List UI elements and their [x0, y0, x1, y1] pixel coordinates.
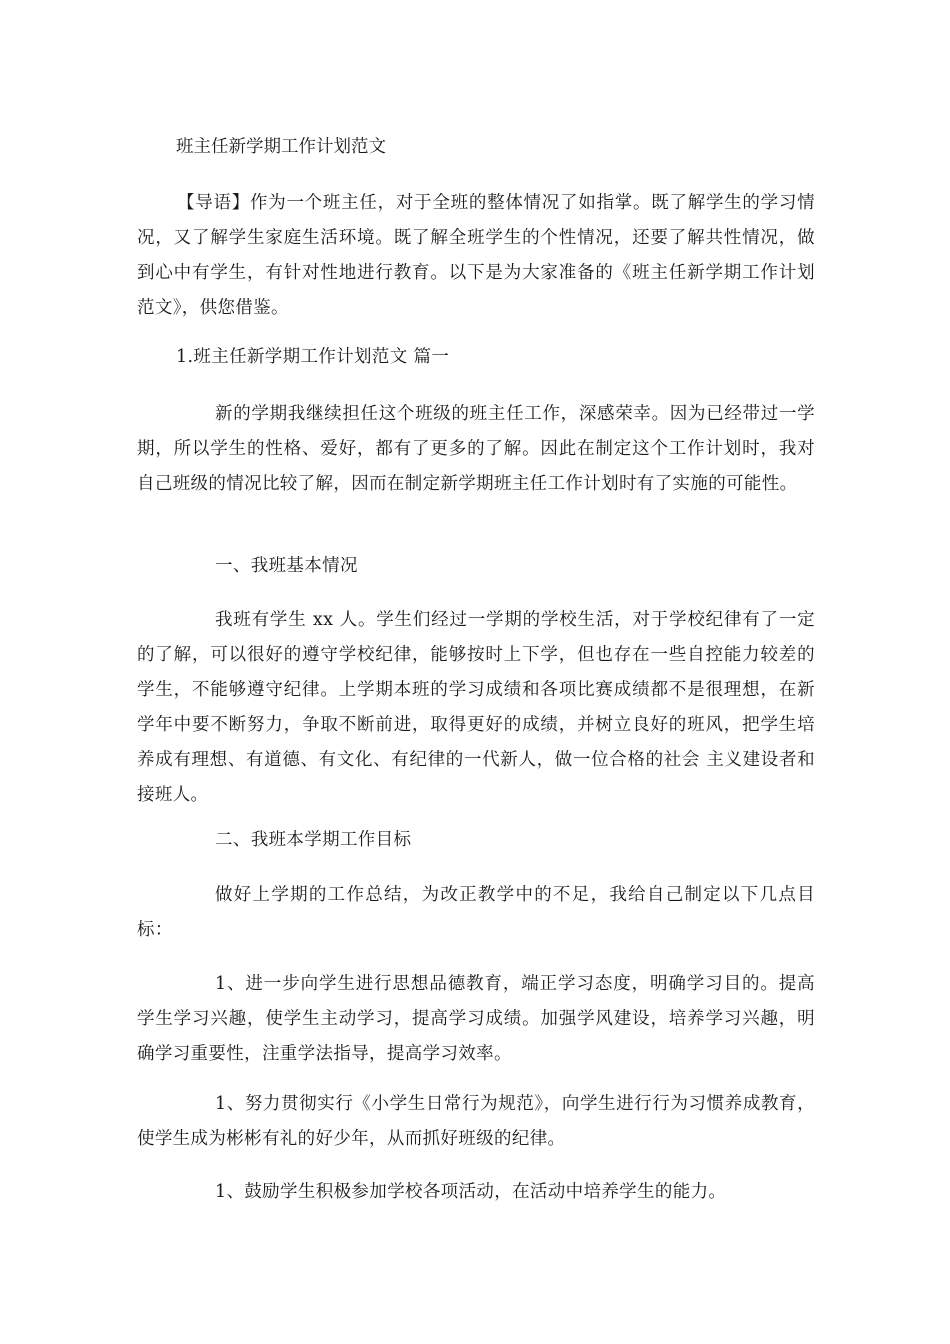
section-heading-1: 1.班主任新学期工作计划范文 篇一 [176, 347, 450, 367]
basic-situation-paragraph: 我班有学生 xx 人。学生们经过一学期的学校生活，对于学校纪律有了一定的了解，可以很好的遵守学校纪律，能够按时上下学，但也存在一些自控能力较差的学生，不能够遵守纪律。上学期本班的学习成绩和各项比赛成绩都不是很理想，在新学年中要不断努力，争取不断前进，取得更好的成绩，并树立良好的班风，把学生培养成有理想、有道德、有文化、有纪律的一代新人，做一位合格的社会 主义建设者和接班人。 [137, 610, 815, 805]
goals-intro-paragraph: 做好上学期的工作总结，为改正教学中的不足，我给自己制定以下几点目标： [137, 885, 815, 940]
opening-paragraph: 新的学期我继续担任这个班级的班主任工作，深感荣幸。因为已经带过一学期，所以学生的性格、爱好，都有了更多的了解。因此在制定这个工作计划时，我对自己班级的情况比较了解，因而在制定新学期班主任工作计划时有了实施的可能性。 [137, 404, 815, 494]
heading-semester-goals: 二、我班本学期工作目标 [215, 830, 412, 850]
heading-basic-situation: 一、我班基本情况 [215, 556, 358, 576]
document-title: 班主任新学期工作计划范文 [176, 137, 386, 157]
goal-item-activities: 1、鼓励学生积极参加学校各项活动，在活动中培养学生的能力。 [215, 1182, 727, 1202]
goal-item-behavior-norms: 1、努力贯彻实行《小学生日常行为规范》，向学生进行行为习惯养成教育，使学生成为彬彬有礼的好少年，从而抓好班级的纪律。 [137, 1094, 815, 1149]
intro-paragraph: 【导语】作为一个班主任，对于全班的整体情况了如指掌。既了解学生的学习情况，又了解学生家庭生活环境。既了解全班学生的个性情况，还要了解共性情况，做到心中有学生，有针对性地进行教育。以下是为大家准备的《班主任新学期工作计划范文》，供您借鉴。 [137, 193, 815, 318]
goal-item-moral-education: 1、进一步向学生进行思想品德教育，端正学习态度，明确学习目的。提高学生学习兴趣，使学生主动学习，提高学习成绩。加强学风建设，培养学习兴趣，明确学习重要性，注重学法指导，提高学习效率。 [137, 974, 815, 1064]
